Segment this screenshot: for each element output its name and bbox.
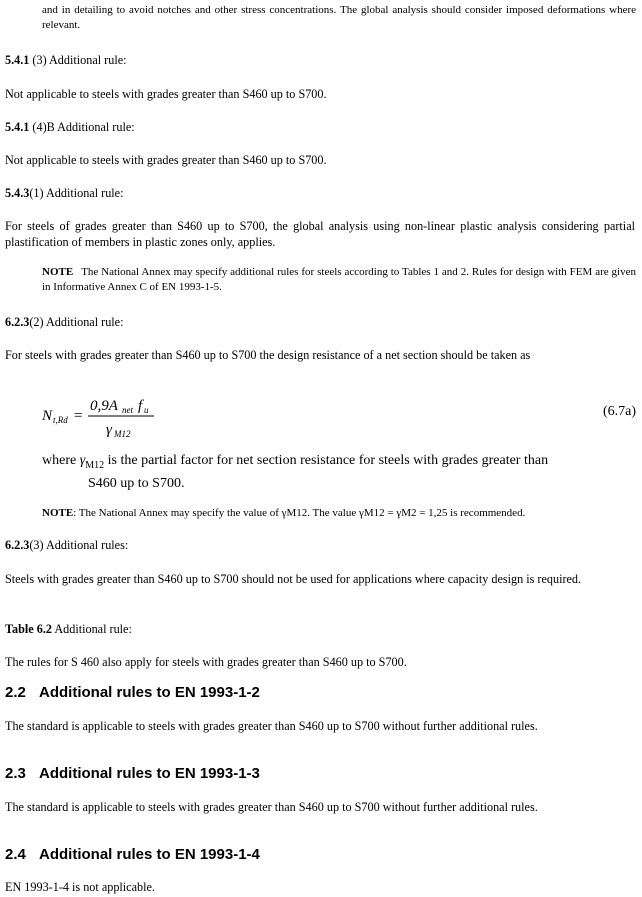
formula-lhs: N [42,408,53,424]
rule-6-2-3-3: 6.2.3(3) Additional rules: [5,538,129,552]
formula-lhs-sub: t,Rd [53,415,68,425]
formula-6-7a [42,392,642,442]
table-6-2-rule: Table 6.2 Additional rule: [5,622,132,636]
formula-num: 0,9A [90,398,118,414]
note-1: NOTE The National Annex may specify additional rules for steels according to Tables 1 and 2. Rules for design with FEM are given in Informative Annex C of EN 1993-1-5. [42,266,636,293]
paragraph-9: EN 1993-1-4 is not applicable. [5,880,155,894]
paragraph-4: For steels with grades greater than S460 up to S700 the design resistance of a net section should be taken as [5,348,531,362]
where-clause: where $\gamma_{M12}$ is the partial factor for net section resistance for steels with grades greater than S460 up to S700. [42,453,549,491]
paragraph-1: Not applicable to steels with grades greater than S460 up to S700. [5,87,327,101]
svg-text:=: = [74,408,83,424]
heading-2-3: 2.3 Additional rules to EN 1993-1-3 [5,765,260,782]
paragraph-6: The rules for S 460 also apply for steels with grades greater than S460 up to S700. [5,655,407,669]
rule-5-4-1-4: 5.4.1 (4)B Additional rule: [5,120,135,134]
paragraph-3: For steels of grades greater than S460 up to S700, the global analysis using non-linear plastic analysis considering partial plastification of members in plastic zones only, applies. [5,219,635,249]
formula-num-f: f [138,398,143,414]
paragraph-2: Not applicable to steels with grades greater than S460 up to S700. [5,153,327,167]
heading-2-2: 2.2 Additional rules to EN 1993-1-2 [5,684,260,701]
paragraph-8: The standard is applicable to steels with grades greater than S460 up to S700 without further additional rules. [5,800,538,814]
rule-6-2-3-2: 6.2.3(2) Additional rule: [5,315,124,329]
formula-den: γ [106,422,112,438]
rule-5-4-3-1: 5.4.3(1) Additional rule: [5,186,124,200]
equation-number: (6.7a) [602,404,636,419]
formula-num-f-sub: u [144,405,149,415]
note-2: NOTE: The National Annex may specify the value of γM12. The value γM12 = γM2 = 1,25 is recommended. [42,507,526,519]
paragraph-7: The standard is applicable to steels with grades greater than S460 up to S700 without further additional rules. [5,719,538,733]
paragraph-5: Steels with grades greater than S460 up to S700 should not be used for applications where capacity design is required. [5,572,582,586]
heading-2-4: 2.4 Additional rules to EN 1993-1-4 [5,846,260,863]
intro-text: and in detailing to avoid notches and other stress concentrations. The global analysis should consider imposed deformations where relevant. [42,4,636,31]
rule-5-4-1-3: 5.4.1 (3) Additional rule: [5,53,127,67]
formula-num-sub: net [122,405,133,415]
formula-den-sub: M12 [114,429,131,439]
